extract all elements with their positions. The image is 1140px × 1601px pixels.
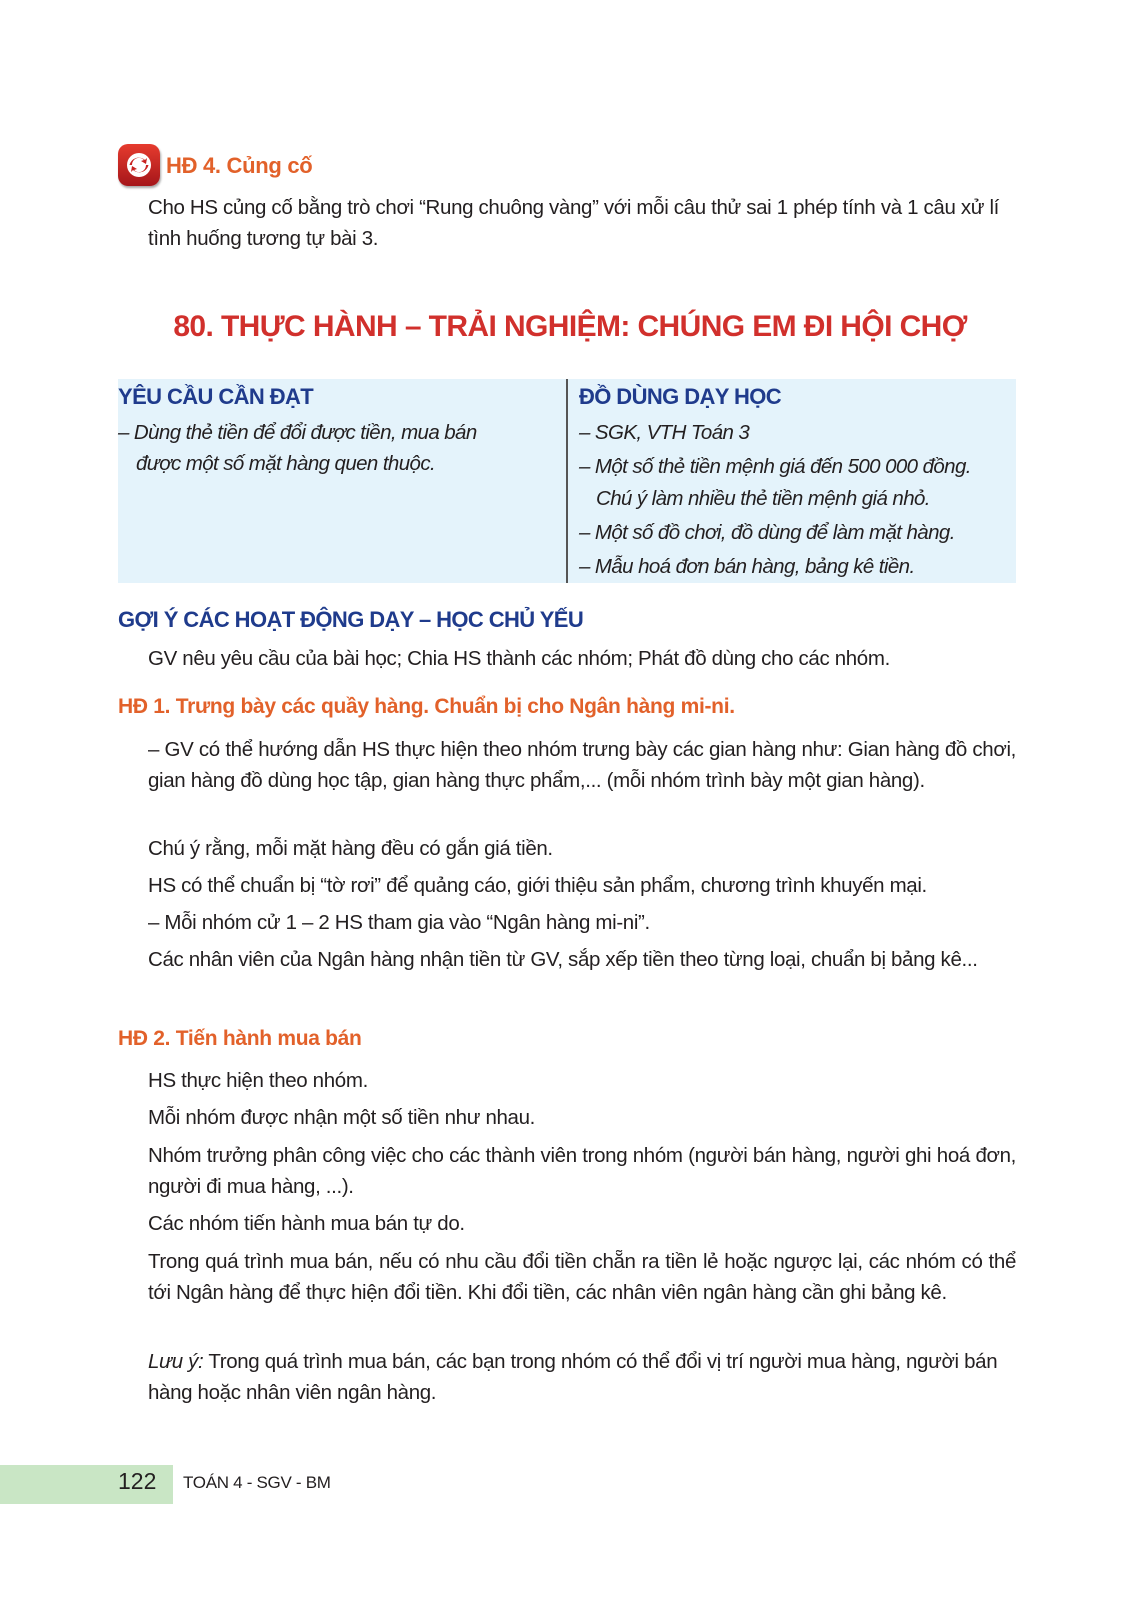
note-text: Trong quá trình mua bán, các bạn trong nhóm có thể đổi vị trí người mua hàng, người bán hàng hoặc nhân viên ngân hàng. <box>148 1350 998 1404</box>
hd1-paragraph: HS có thể chuẩn bị “tờ rơi” để quảng cáo, giới thiệu sản phẩm, chương trình khuyến mại. <box>148 874 927 897</box>
materials-heading: ĐỒ DÙNG DẠY HỌC <box>579 384 782 409</box>
hd1-paragraph: Các nhân viên của Ngân hàng nhận tiền từ GV, sắp xếp tiền theo từng loại, chuẩn bị bảng kê... <box>148 948 978 971</box>
hd2-paragraph: Trong quá trình mua bán, nếu có nhu cầu đổi tiền chẵn ra tiền lẻ hoặc ngược lại, các nhóm có thể tới Ngân hàng để thực hiện đổi tiền. Khi đổi tiền, các nhân viên ngân hàng cần ghi bảng kê. <box>148 1250 1016 1304</box>
refresh-icon <box>118 144 160 186</box>
hd1-paragraph: – GV có thể hướng dẫn HS thực hiện theo nhóm trưng bày các gian hàng như: Gian hàng đồ chơi, gian hàng đồ dùng học tập, gian hàng thực phẩm,... (mỗi nhóm trình bày một gian hàng). <box>148 738 1016 792</box>
material-item: – SGK, VTH Toán 3 <box>579 421 750 444</box>
requirement-item: được một số mặt hàng quen thuộc. <box>136 452 436 475</box>
hd4-text: Cho HS củng cố bằng trò chơi “Rung chuông vàng” với mỗi câu thử sai 1 phép tính và 1 câu xử lí tình huống tương tự bài 3. <box>148 196 1000 250</box>
material-item: – Một số đồ chơi, đồ dùng để làm mặt hàng. <box>579 521 955 544</box>
hd4-heading: HĐ 4. Củng cố <box>166 153 313 178</box>
activities-intro: GV nêu yêu cầu của bài học; Chia HS thành các nhóm; Phát đồ dùng cho các nhóm. <box>148 647 890 670</box>
page-number: 122 <box>118 1468 157 1494</box>
hd2-paragraph: Nhóm trưởng phân công việc cho các thành viên trong nhóm (người bán hàng, người ghi hoá đơn, người đi mua hàng, ...). <box>148 1144 1016 1198</box>
activities-heading: GỢI Ý CÁC HOẠT ĐỘNG DẠY – HỌC CHỦ YẾU <box>118 607 584 632</box>
hd2-paragraph: Các nhóm tiến hành mua bán tự do. <box>148 1212 465 1235</box>
hd2-heading: HĐ 2. Tiến hành mua bán <box>118 1027 362 1050</box>
column-divider <box>566 379 568 583</box>
requirements-heading: YÊU CẦU CẦN ĐẠT <box>118 384 314 409</box>
hd1-paragraph: Chú ý rằng, mỗi mặt hàng đều có gắn giá tiền. <box>148 837 553 860</box>
hd1-heading: HĐ 1. Trưng bày các quầy hàng. Chuẩn bị cho Ngân hàng mi-ni. <box>118 695 735 718</box>
hd1-paragraph: – Mỗi nhóm cử 1 – 2 HS tham gia vào “Ngân hàng mi-ni”. <box>148 911 650 934</box>
hd2-note <box>148 1346 1016 1408</box>
material-item: – Một số thẻ tiền mệnh giá đến 500 000 đồng. <box>579 455 971 478</box>
hd2-paragraph: HS thực hiện theo nhóm. <box>148 1069 368 1092</box>
note-label: Lưu ý: <box>148 1350 204 1373</box>
material-item: – Mẫu hoá đơn bán hàng, bảng kê tiền. <box>579 555 915 578</box>
material-item: Chú ý làm nhiều thẻ tiền mệnh giá nhỏ. <box>596 487 930 510</box>
requirement-item: – Dùng thẻ tiền để đổi được tiền, mua bán <box>118 421 477 444</box>
lesson-title: 80. THỰC HÀNH – TRẢI NGHIỆM: CHÚNG EM ĐI HỘI CHỢ <box>173 310 967 343</box>
hd2-paragraph: Mỗi nhóm được nhận một số tiền như nhau. <box>148 1106 536 1129</box>
book-title: TOÁN 4 - SGV - BM <box>183 1473 331 1492</box>
